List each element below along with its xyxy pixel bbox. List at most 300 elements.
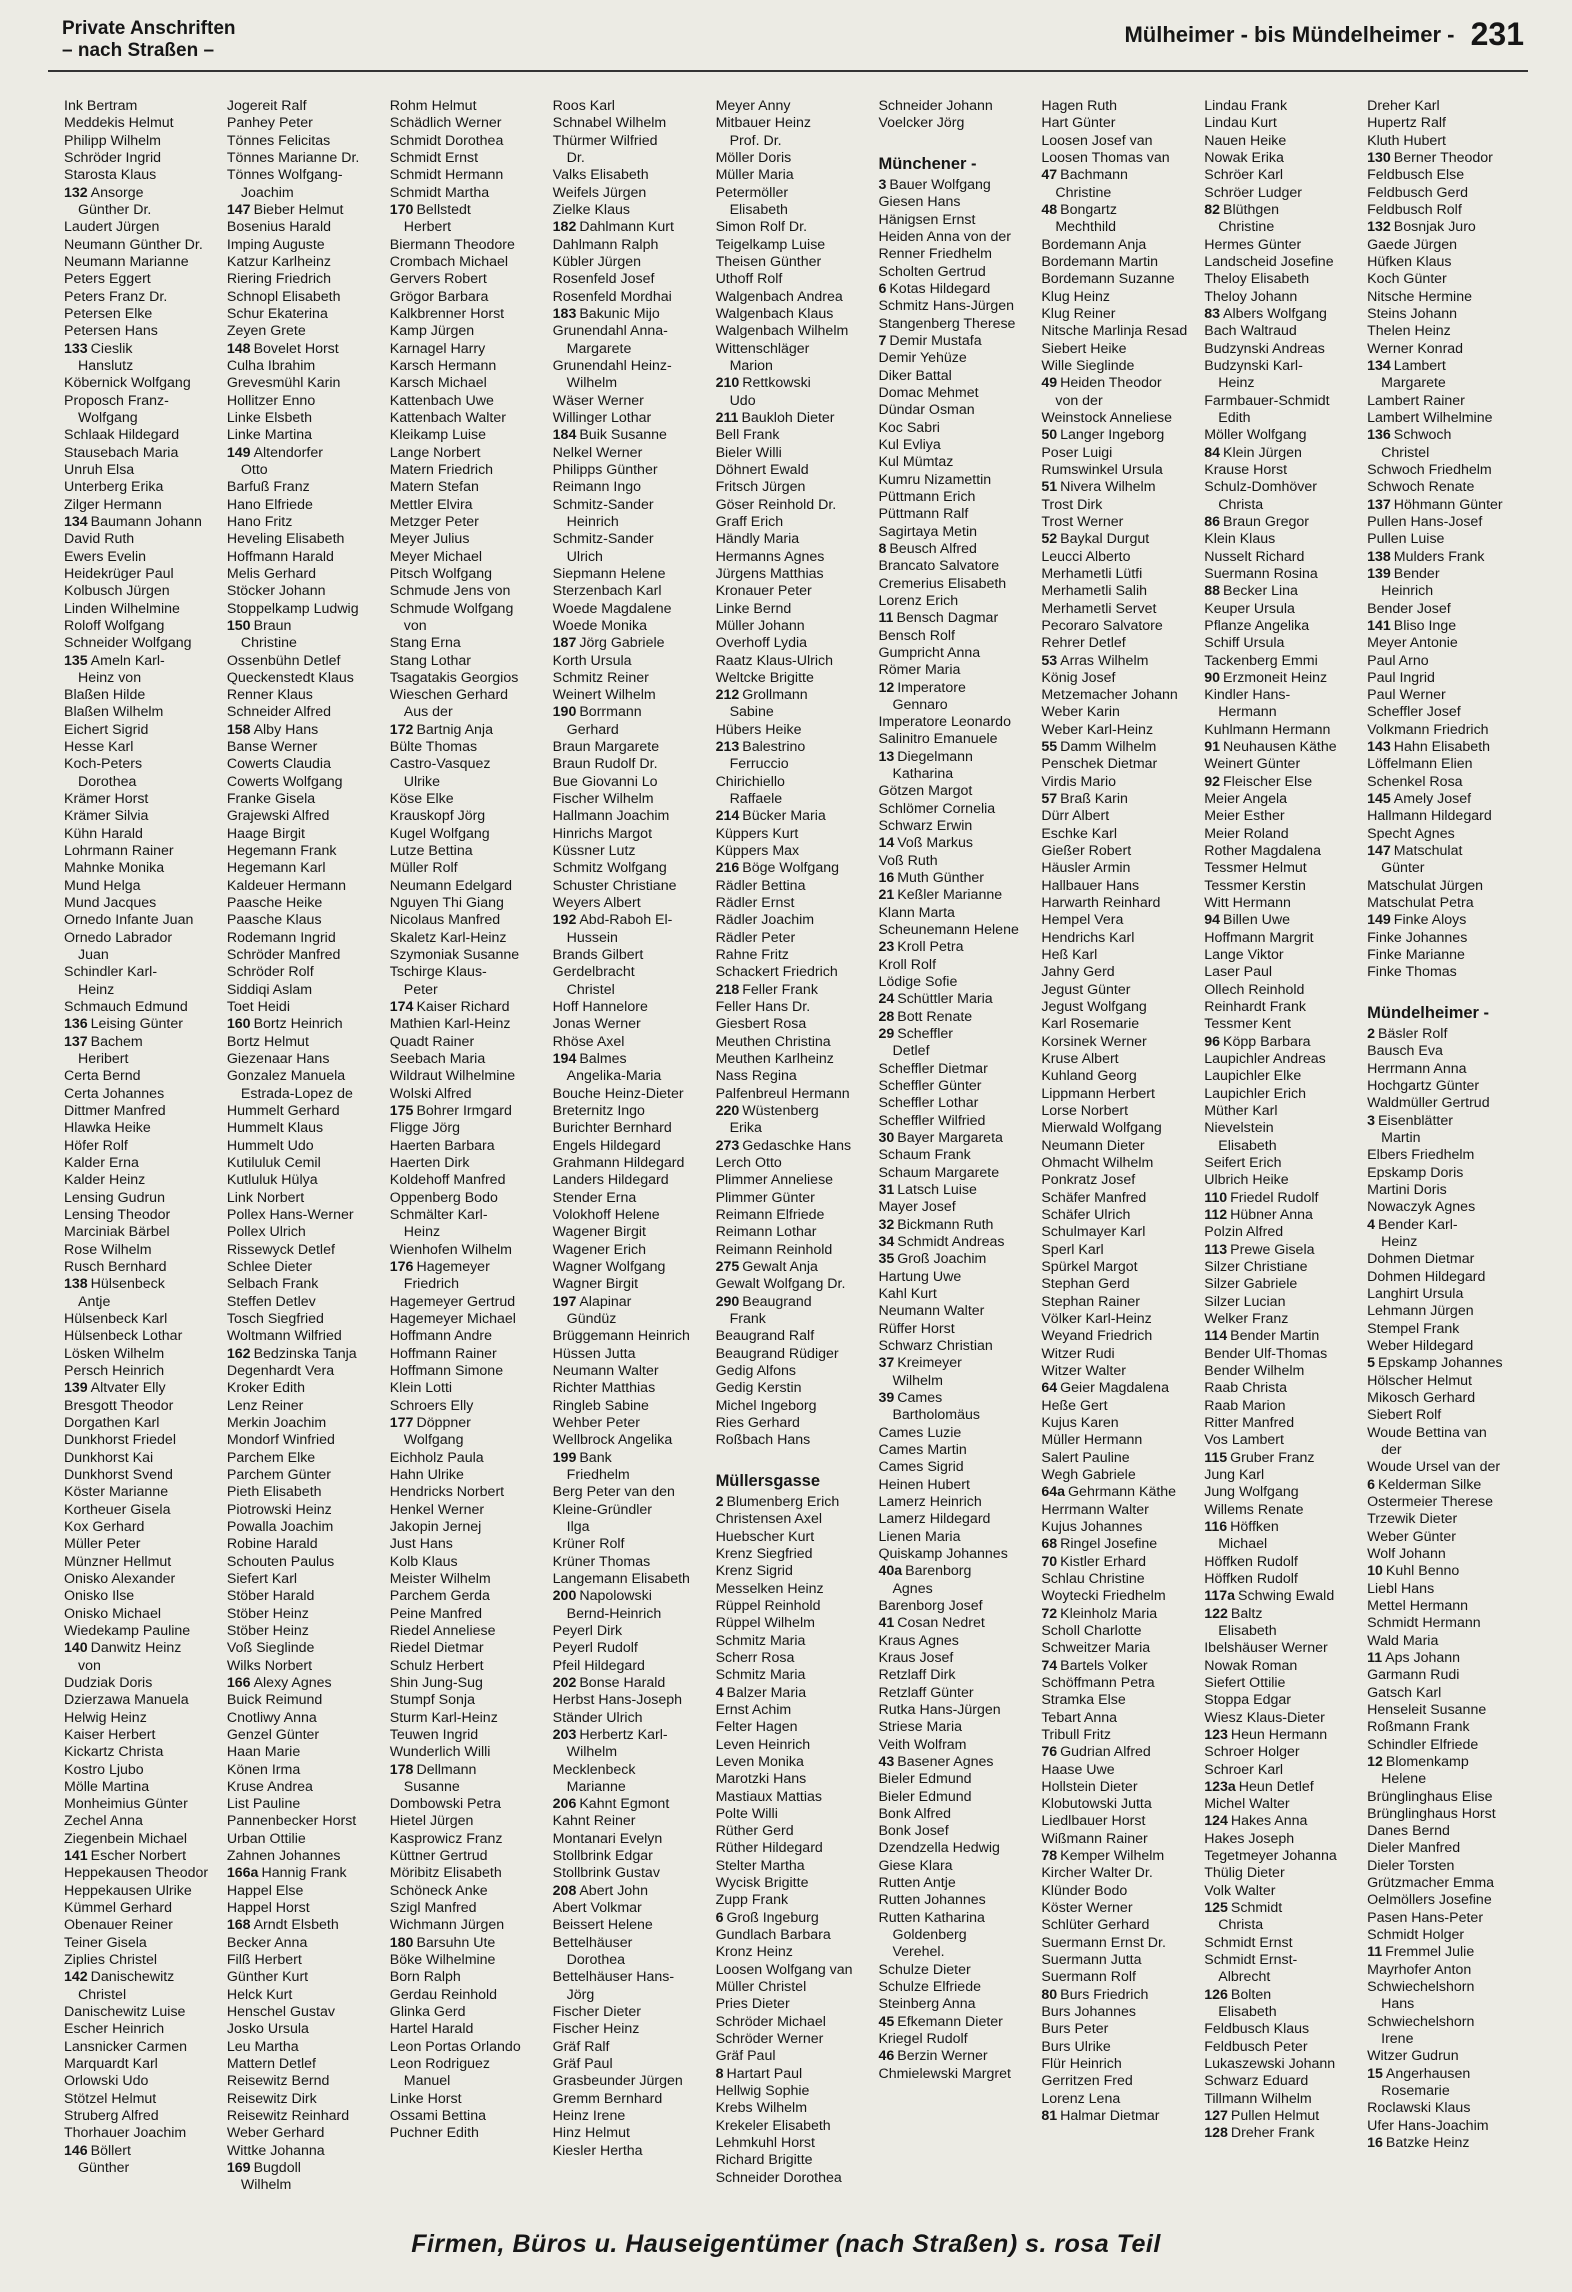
resident-entry: Hollitzer Enno — [226, 392, 316, 409]
resident-entry: Neumann Walter — [878, 1303, 985, 1320]
resident-entry: Kruse Andrea — [226, 1778, 313, 1795]
resident-entry — [1204, 1242, 1361, 1259]
resident-entry — [1204, 1606, 1361, 1623]
house-number: 178 — [389, 1761, 414, 1778]
resident-name: Baykal Durgut — [1060, 531, 1150, 548]
resident-entry: Müller Christel — [715, 1979, 807, 1996]
entry-continuation: Juan — [78, 947, 109, 964]
house-number: 78 — [1041, 1848, 1058, 1865]
resident-entry — [1367, 739, 1524, 756]
resident-entry: Rosenfeld Mordhai — [552, 288, 672, 305]
entry-continuation: Joachim — [240, 184, 294, 201]
resident-entry: Stöber Heinz — [226, 1622, 309, 1639]
resident-entry — [553, 306, 710, 323]
resident-entry: Kumru Nizamettin — [878, 471, 992, 488]
house-number: 16 — [878, 870, 895, 887]
resident-entry — [390, 722, 547, 739]
resident-entry: Plimmer Anneliese — [715, 1172, 834, 1189]
resident-entry: Grunendahl Heinz- — [552, 357, 672, 374]
house-number: 30 — [878, 1130, 895, 1147]
resident-entry: Castro-Vasquez — [389, 756, 491, 773]
resident-entry: Buick Reimund — [226, 1692, 323, 1709]
resident-entry: Pollex Hans-Werner — [226, 1207, 354, 1223]
resident-entry — [64, 341, 221, 358]
resident-entry: Schmidt Hermann — [389, 167, 504, 184]
resident-entry: Lutze Bettina — [389, 843, 473, 860]
resident-entry: Tönnes Wolfgang- — [226, 167, 343, 184]
resident-entry: Haerten Barbara — [389, 1137, 495, 1154]
house-number: 149 — [226, 444, 251, 461]
resident-name: Barsuhn Ute — [416, 1934, 496, 1951]
resident-entry: Tessmer Kent — [1204, 1016, 1291, 1033]
resident-entry: Koc Sabri — [878, 419, 940, 436]
entry-continuation: Katharina — [892, 766, 954, 783]
house-number: 82 — [1204, 201, 1221, 218]
resident-entry: Möller Wolfgang — [1204, 427, 1307, 444]
entry-continuation: Hanslutz — [78, 357, 134, 374]
resident-entry: Kattenbach Uwe — [389, 392, 494, 409]
resident-entry — [716, 375, 873, 392]
house-number: 180 — [389, 1934, 414, 1951]
resident-entry: Feldbusch Klaus — [1204, 2021, 1310, 2038]
resident-entry: Thelen Heinz — [1367, 323, 1451, 340]
resident-entry: Ringleb Sabine — [552, 1397, 649, 1414]
house-number: 162 — [226, 1345, 251, 1362]
resident-entry — [227, 1346, 384, 1363]
house-number: 7 — [878, 332, 887, 349]
resident-entry: Köster Marianne — [64, 1484, 169, 1501]
house-number: 218 — [715, 981, 740, 998]
resident-entry: Nauen Heike — [1204, 132, 1287, 149]
resident-entry: Kuhland Georg — [1041, 1068, 1137, 1085]
resident-entry: Franke Gisela — [226, 791, 316, 808]
resident-entry: Karsch Hermann — [389, 357, 497, 374]
resident-entry: Kaiser Herbert — [64, 1726, 156, 1743]
resident-entry — [1204, 1987, 1361, 2004]
house-number: 5 — [1367, 1355, 1376, 1372]
resident-entry — [716, 1494, 873, 1511]
house-number: 194 — [552, 1051, 577, 1068]
resident-entry: Reimann Lothar — [715, 1224, 817, 1241]
resident-entry: Paul Ingrid — [1367, 669, 1435, 686]
house-number: 117a — [1204, 1588, 1236, 1605]
resident-entry: Ollech Reinhold — [1204, 981, 1305, 998]
resident-entry: Bender Josef — [1367, 600, 1451, 617]
resident-entry: Häusler Armin — [1041, 860, 1131, 877]
resident-name: Bachem — [90, 1033, 143, 1050]
resident-entry: Schmidt Ernst- — [1204, 1952, 1298, 1969]
resident-entry: Schuster Christiane — [552, 877, 677, 894]
resident-entry: Woude Ursel van der — [1367, 1459, 1501, 1476]
resident-entry: Pitsch Wolfgang — [389, 565, 493, 582]
resident-entry: Laupichler Erich — [1204, 1085, 1306, 1102]
house-number: 139 — [64, 1380, 88, 1397]
house-number: 115 — [1204, 1449, 1228, 1466]
resident-name: Neuhausen Käthe — [1223, 739, 1337, 756]
house-number: 45 — [878, 2013, 895, 2030]
resident-entry — [1367, 566, 1524, 583]
resident-entry: Schmälter Karl- — [389, 1207, 488, 1223]
resident-entry: Rosenfeld Josef — [552, 271, 655, 288]
resident-entry: Feldbusch Peter — [1204, 2038, 1308, 2055]
house-number: 166a — [226, 1865, 259, 1882]
resident-entry: Riering Friedrich — [226, 271, 331, 288]
house-number: 149 — [1367, 912, 1391, 929]
entry-continuation: Aus der — [403, 704, 453, 721]
resident-entry: Schäfer Ulrich — [1041, 1207, 1131, 1223]
resident-entry: Hermes Günter — [1204, 236, 1302, 253]
resident-entry: Püttmann Erich — [878, 488, 976, 505]
resident-entry: Kindler Hans- — [1204, 687, 1291, 704]
house-number: 141 — [64, 1848, 88, 1865]
resident-entry: Göser Reinhold Dr. — [715, 496, 837, 513]
resident-entry: Schlüter Gerhard — [1041, 1917, 1150, 1934]
resident-entry: Born Ralph — [389, 1969, 461, 1986]
entry-continuation: Wolfgang — [403, 1432, 464, 1449]
directory-column — [1041, 98, 1204, 2173]
resident-entry: Nelkel Werner — [552, 444, 643, 461]
resident-entry: Gundlach Barbara — [715, 1927, 831, 1944]
resident-name: Köpp Barbara — [1223, 1033, 1311, 1050]
resident-entry: Götzen Margot — [878, 783, 973, 800]
resident-entry: Eichholz Paula — [389, 1449, 484, 1466]
resident-entry: Bender Ulf-Thomas — [1204, 1345, 1328, 1362]
resident-entry: Nusselt Richard — [1204, 548, 1305, 565]
entry-continuation: von — [78, 1657, 101, 1674]
resident-entry: Ibelshäuser Werner — [1204, 1640, 1328, 1657]
resident-entry — [64, 1969, 221, 1986]
resident-entry: Wittenschläger — [715, 340, 810, 357]
house-number: 6 — [878, 280, 887, 297]
resident-entry: Leon Portas Orlando — [389, 2038, 521, 2055]
resident-entry: Linke Horst — [389, 2090, 462, 2107]
resident-name: Gudrian Alfred — [1060, 1744, 1151, 1761]
house-number: 135 — [64, 652, 88, 669]
resident-entry: Kostro Ljubo — [64, 1761, 144, 1778]
resident-entry: Szigl Manfred — [389, 1900, 477, 1917]
resident-entry: Kleine-Gründler — [552, 1501, 653, 1518]
resident-entry: Hagemeyer Gertrud — [389, 1293, 516, 1310]
entry-continuation: Christa — [1218, 1917, 1264, 1934]
resident-entry: Hagemeyer Michael — [389, 1310, 516, 1327]
house-number: 168 — [226, 1917, 251, 1934]
resident-name: Böge Wolfgang — [742, 860, 839, 877]
resident-name: Rettkowski — [742, 375, 811, 392]
resident-name: Scheffler — [897, 1026, 953, 1043]
resident-entry: Dieler Torsten — [1367, 1857, 1455, 1874]
resident-entry: Happel Else — [226, 1882, 304, 1899]
resident-entry: Witzer Rudi — [1041, 1345, 1115, 1362]
resident-name: Groß Joachim — [897, 1251, 987, 1268]
resident-entry — [716, 1685, 873, 1702]
resident-entry: Heinen Hubert — [878, 1476, 970, 1493]
entry-continuation: Wilhelm — [566, 375, 618, 392]
house-number: 114 — [1204, 1328, 1228, 1345]
resident-entry: Silzer Lucian — [1204, 1293, 1286, 1310]
resident-entry: Wittke Johanna — [226, 2142, 325, 2159]
resident-name: Gruber Franz — [1230, 1449, 1315, 1466]
entry-continuation: Dr. — [566, 149, 585, 166]
house-number: 28 — [878, 1008, 895, 1025]
entry-continuation: Heinz — [403, 1224, 441, 1241]
resident-name: Bauer Wolfgang — [889, 176, 991, 193]
resident-entry: Hallbauer Hans — [1041, 877, 1140, 894]
resident-entry: Pflanze Angelika — [1204, 617, 1310, 634]
resident-entry: Schwarz Eduard — [1204, 2073, 1309, 2090]
resident-entry: Siepmann Helene — [552, 565, 666, 582]
resident-entry: Jegust Günter — [1041, 981, 1131, 998]
entry-continuation: Frank — [729, 1310, 766, 1327]
resident-name: Hülsenbeck — [90, 1276, 165, 1293]
resident-entry: Gerritzen Fred — [1041, 2073, 1133, 2090]
resident-entry: Heveling Elisabeth — [226, 531, 345, 548]
resident-name: Bliso Inge — [1393, 617, 1457, 634]
resident-entry: Laudert Jürgen — [64, 219, 160, 236]
resident-entry: Schwoch Friedhelm — [1367, 461, 1492, 478]
resident-entry: Schiff Ursula — [1204, 635, 1285, 652]
resident-entry — [553, 1294, 710, 1311]
house-number: 110 — [1204, 1189, 1228, 1206]
resident-entry: Klein Lotti — [389, 1380, 453, 1397]
entry-continuation: Rosemarie — [1381, 2083, 1450, 2100]
resident-name: Bovelet Horst — [253, 340, 339, 357]
resident-entry: Haerten Dirk — [389, 1155, 470, 1172]
resident-name: Böllert — [90, 2142, 131, 2159]
resident-entry: Graff Erich — [715, 513, 784, 530]
resident-entry: Bue Giovanni Lo — [552, 773, 658, 790]
entry-continuation: Erika — [729, 1120, 762, 1137]
resident-entry: Nitsche Marlinja Resad — [1041, 323, 1188, 340]
resident-entry: Hoffmann Margrit — [1204, 929, 1314, 946]
resident-entry: Tsagatakis Georgios — [389, 669, 519, 686]
resident-entry — [1367, 1563, 1524, 1580]
resident-name: Prewe Gisela — [1230, 1241, 1315, 1258]
resident-entry: Dzendzella Hedwig — [878, 1840, 1000, 1857]
resident-entry: Roßbach Hans — [715, 1432, 811, 1449]
resident-entry: Chirichiello — [715, 773, 785, 790]
house-number: 177 — [389, 1414, 414, 1431]
resident-entry: Stausebach Maria — [64, 444, 179, 461]
resident-name: Schwoch — [1393, 427, 1452, 444]
resident-entry: Silzer Gabriele — [1204, 1276, 1298, 1293]
resident-entry: Laupichler Elke — [1204, 1068, 1302, 1085]
entry-continuation: Margarete — [566, 340, 632, 357]
resident-entry: Hermanns Agnes — [715, 548, 825, 565]
resident-entry — [1204, 445, 1361, 462]
resident-entry: Wäser Werner — [552, 392, 644, 409]
resident-name: Burs Friedrich — [1060, 1986, 1149, 2003]
resident-entry: Krause Horst — [1204, 461, 1288, 478]
resident-entry: Metzemacher Johann — [1041, 687, 1178, 704]
entry-continuation: Christel — [1381, 444, 1430, 461]
resident-entry: Martini Doris — [1367, 1182, 1447, 1199]
house-number: 138 — [64, 1276, 88, 1293]
resident-name: Danischewitz — [90, 1969, 175, 1986]
resident-entry — [1041, 1536, 1198, 1553]
resident-entry: Schmitz Maria — [715, 1667, 806, 1684]
resident-entry: Günther Kurt — [226, 1969, 309, 1986]
resident-entry: Marciniak Bärbel — [64, 1224, 170, 1241]
spacer — [716, 1450, 873, 1467]
resident-entry: Weber Gerhard — [226, 2125, 325, 2142]
resident-entry: Stöber Harald — [226, 1588, 315, 1605]
resident-entry: Ink Bertram — [64, 98, 138, 114]
resident-entry: Ostermeier Therese — [1367, 1493, 1494, 1510]
resident-entry: Hempel Vera — [1041, 912, 1124, 929]
resident-entry: Scheffler Josef — [1367, 704, 1461, 721]
resident-entry: Klein Klaus — [1204, 531, 1276, 548]
resident-entry: Herbst Hans-Joseph — [552, 1692, 682, 1709]
resident-entry: Cames Luzie — [878, 1424, 962, 1441]
resident-entry — [553, 704, 710, 721]
house-number: 130 — [1367, 149, 1391, 166]
resident-entry: Brands Gilbert — [552, 947, 644, 964]
resident-entry: Biermann Theodore — [389, 236, 515, 253]
resident-entry: Lensing Theodor — [64, 1207, 171, 1223]
resident-entry: Teiner Gisela — [64, 1934, 147, 1951]
resident-entry: Händly Maria — [715, 531, 800, 548]
house-number: 55 — [1041, 739, 1058, 756]
resident-entry: Petermöller — [715, 184, 789, 201]
resident-entry: Wegh Gabriele — [1041, 1466, 1136, 1483]
house-number: 91 — [1204, 739, 1221, 756]
running-header — [1124, 14, 1524, 55]
resident-name: Arras Wilhelm — [1060, 652, 1149, 669]
resident-entry: Kruse Albert — [1041, 1051, 1119, 1068]
resident-entry: Schnabel Wilhelm — [552, 115, 667, 132]
entry-continuation: Detlef — [892, 1043, 930, 1060]
resident-entry: Zupp Frank — [715, 1892, 789, 1909]
resident-entry: Bresgott Theodor — [64, 1397, 174, 1414]
resident-entry: Kühn Harald — [64, 825, 143, 842]
resident-entry: Kamp Jürgen — [389, 323, 475, 340]
resident-entry: Völker Karl-Heinz — [1041, 1310, 1152, 1327]
resident-entry: Mund Helga — [64, 877, 141, 894]
entry-continuation: Heinrich — [1381, 583, 1434, 600]
resident-entry: Mierwald Wolfgang — [1041, 1120, 1162, 1137]
resident-entry: Valks Elisabeth — [552, 167, 649, 184]
resident-entry: Peyerl Dirk — [552, 1622, 623, 1639]
resident-entry — [878, 541, 1035, 558]
resident-entry — [390, 1103, 547, 1120]
house-number: 94 — [1204, 912, 1221, 929]
resident-entry: Schulmayer Karl — [1041, 1224, 1146, 1241]
resident-entry: Feldbusch Else — [1367, 167, 1465, 184]
resident-entry: Nass Regina — [715, 1068, 797, 1085]
resident-entry: Marquardt Karl — [64, 2056, 158, 2073]
resident-entry — [1041, 739, 1198, 756]
resident-entry — [1367, 1944, 1524, 1961]
resident-entry: Schmidt Dorothea — [389, 132, 504, 149]
resident-entry: Dunkhorst Svend — [64, 1466, 173, 1483]
entry-continuation: Heinz — [1381, 1234, 1418, 1250]
resident-name: Gewalt Anja — [742, 1258, 818, 1275]
resident-entry: Vos Lambert — [1204, 1432, 1284, 1449]
resident-entry: Schmude Jens von — [389, 583, 511, 600]
resident-entry — [1204, 1450, 1361, 1467]
resident-name: Pullen Helmut — [1230, 2108, 1320, 2125]
resident-entry — [227, 722, 384, 739]
resident-name: Batzke Heinz — [1385, 2135, 1470, 2152]
resident-entry: Schur Ekaterina — [226, 305, 328, 322]
resident-entry — [390, 1762, 547, 1779]
resident-entry: Bülte Thomas — [389, 739, 478, 756]
resident-entry: Messelken Heinz — [715, 1580, 824, 1597]
house-number: 83 — [1204, 305, 1221, 322]
resident-entry: Riedel Anneliese — [389, 1622, 496, 1639]
resident-entry: Krämer Horst — [64, 791, 149, 808]
house-number: 68 — [1041, 1536, 1058, 1553]
resident-entry: Theisen Günther — [715, 253, 822, 270]
resident-entry: Peine Manfred — [389, 1605, 483, 1622]
resident-entry: Schäfer Manfred — [1041, 1189, 1147, 1206]
resident-name: Efkemann Dieter — [897, 2013, 1003, 2030]
resident-entry: Meister Wilhelm — [389, 1570, 491, 1587]
resident-entry: Klann Marta — [878, 904, 955, 921]
resident-name: Heun Hermann — [1230, 1726, 1328, 1743]
resident-entry: Laupichler Andreas — [1204, 1051, 1326, 1068]
house-number: 112 — [1204, 1207, 1228, 1223]
resident-entry — [1041, 1987, 1198, 2004]
resident-name: Imperatore — [897, 679, 966, 696]
resident-entry: Gießer Robert — [1041, 843, 1132, 860]
resident-entry — [227, 1865, 384, 1882]
resident-entry: Richard Brigitte — [715, 2152, 813, 2169]
resident-entry: Wißmann Rainer — [1041, 1830, 1148, 1847]
resident-entry: Wagner Birgit — [552, 1276, 639, 1293]
resident-entry: Jahny Gerd — [1041, 964, 1115, 981]
resident-name: Leising Günter — [90, 1016, 183, 1033]
resident-entry: Lambert Rainer — [1367, 392, 1465, 409]
house-number: 2 — [1367, 1026, 1376, 1043]
resident-entry: Helwig Heinz — [64, 1709, 147, 1726]
header-rule — [48, 70, 1528, 72]
resident-entry: Raatz Klaus-Ulrich — [715, 652, 834, 669]
house-number: 150 — [226, 617, 251, 634]
resident-entry: Scheffler Günter — [878, 1078, 982, 1095]
resident-entry: König Josef — [1041, 669, 1116, 686]
resident-entry: Neumann Marianne — [64, 253, 189, 270]
resident-entry: Wagener Birgit — [552, 1224, 646, 1241]
resident-entry: Queckenstedt Klaus — [226, 669, 354, 686]
house-number: 170 — [389, 201, 414, 218]
resident-entry: Stender Erna — [552, 1189, 637, 1206]
resident-entry: Wellbrock Angelika — [552, 1432, 673, 1449]
resident-entry: Römer Maria — [878, 662, 961, 679]
resident-entry: Eichert Sigrid — [64, 721, 149, 738]
house-number: 21 — [878, 887, 895, 904]
resident-entry: Woede Magdalene — [552, 600, 672, 617]
resident-entry: Parchem Elke — [226, 1449, 316, 1466]
resident-entry: Hegemann Frank — [226, 843, 337, 860]
resident-entry: Linden Wilhelmine — [64, 600, 180, 617]
resident-entry: Hochgartz Günter — [1367, 1078, 1480, 1095]
resident-entry — [716, 1294, 873, 1311]
resident-entry: Harwarth Reinhard — [1041, 895, 1161, 912]
resident-entry: Ries Gerhard — [715, 1414, 800, 1431]
resident-entry: Laser Paul — [1204, 964, 1273, 981]
entry-continuation: Elisabeth — [1218, 1137, 1277, 1154]
resident-entry — [716, 739, 873, 756]
resident-entry: Ziplies Christel — [64, 1952, 158, 1969]
resident-entry: Bender Wilhelm — [1204, 1362, 1305, 1379]
resident-entry: Mecklenbeck — [552, 1761, 636, 1778]
resident-name: Bachmann — [1060, 167, 1128, 184]
house-number: 11 — [1367, 1649, 1383, 1666]
resident-entry — [390, 1935, 547, 1952]
resident-entry: Haage Birgit — [226, 825, 305, 842]
resident-name: Kreimeyer — [897, 1355, 962, 1372]
